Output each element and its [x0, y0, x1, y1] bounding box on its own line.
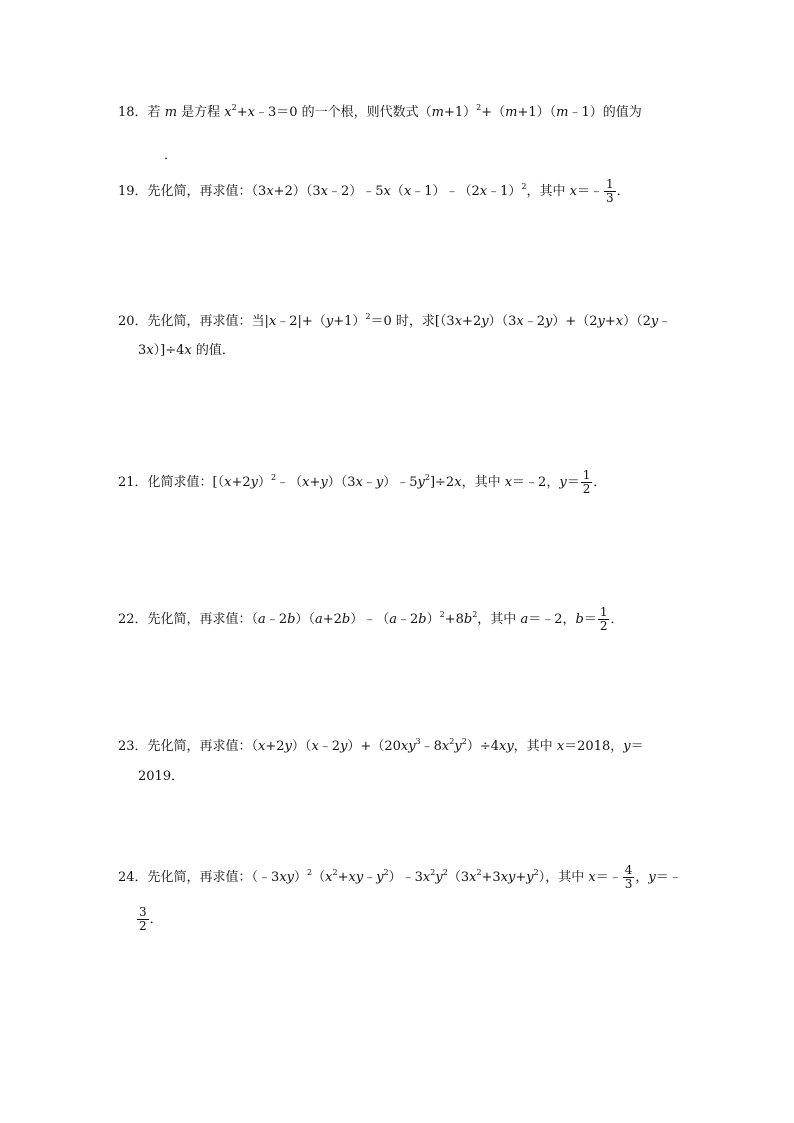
problem-18-line-1: 18．若 m 是方程 $x^2+x﹣3=0$ 的一个根，则代数式$(m+1)^2+(m+1)(m﹣1)$的值为	[118, 103, 642, 120]
fraction: $\frac{4}{3}$	[624, 863, 633, 891]
problem-18-line-2: ．	[164, 148, 178, 163]
problem-23-line-2: 2019．	[138, 769, 185, 784]
fraction: $\frac{1}{2}$	[599, 605, 608, 633]
fraction: $\frac{1}{3}$	[605, 177, 614, 205]
problem-23-line-1: 23．先化简，再求值：$(x+2y)(x﹣2y)+(20xy^3﹣8x^2y^2)\div 4xy$，其中 x＝2018，y＝	[118, 737, 644, 754]
fraction: $\frac{1}{2}$	[582, 468, 591, 496]
problem-20-line-1: 20．先化简，再求值：当$|x﹣2|+(y+1)^2=0$ 时，求[（3x+2y）（3x﹣2y）+（2y+x）（2y﹣	[118, 312, 672, 329]
problem-20-line-2: 3x）]÷4x 的值．	[138, 343, 235, 358]
problem-24-line-2: $\frac{3}{2}$ ．	[139, 905, 163, 933]
problem-22-line-1: 22．先化简，再求值：$(a﹣2b)(a+2b)﹣(a﹣2b)^2+8b^2$，其中 a＝﹣2，b＝ $\frac{1}{2}$ ．	[118, 605, 624, 633]
problem-24-line-1: 24．先化简，再求值：$(﹣3xy)^2(x^2+xy﹣y^2)﹣3x^2y^2(3x^2+3xy+y^2)$，其中 x＝﹣ $\frac{4}{3}$ ，y＝﹣	[118, 863, 682, 891]
problem-19-line-1: 19．先化简，再求值：（3x+2）（3x﹣2）﹣5x（x﹣1）﹣（2x﹣1）$^2$，其中 x＝﹣ $\frac{1}{3}$ ．	[118, 177, 630, 205]
problem-21-line-1: 21．化简求值：$[(x+2y)^2﹣(x+y)(3x﹣y)﹣5y^2]\div 2x$，其中 x＝﹣2，y＝ $\frac{1}{2}$ ．	[118, 468, 607, 496]
fraction: $\frac{3}{2}$	[139, 905, 147, 933]
